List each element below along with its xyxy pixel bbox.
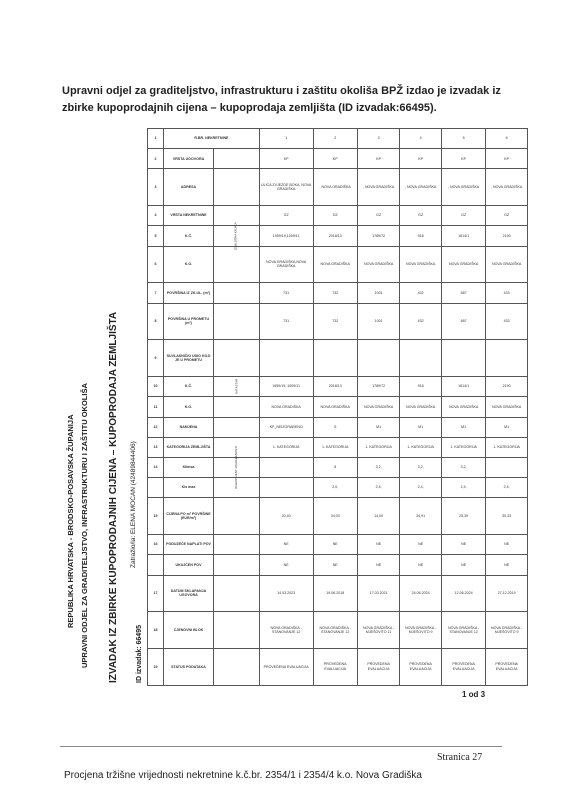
value-cell: 19.06.2018 [313,575,357,612]
issuer-department-label: UPRAVNI ODJEL ZA GRADITELJSTVO, INFRASTRUKTURU I ZAŠTITU OKOLIŠA [80,383,89,668]
row-label-cell: VRSTA UGOVORA [164,149,214,169]
row-number-cell: 15 [148,498,164,535]
value-cell: 432 [400,283,442,303]
row-number-cell: 1 [148,129,164,149]
value-cell: ULICA ZVJEZDE BOKA, NOVA GRADIŠKA [259,169,313,206]
row-group-label: ZEMLJIŠNA KNJIGA [234,221,239,250]
row-group-label: KOEFICIJENT IZGRAĐENOSTI [234,446,239,489]
column-header-cell: 6 [486,129,528,149]
value-cell: 1. KATEGORIJA [486,437,528,457]
value-cell: 24.06.2024 [400,575,442,612]
value-cell: 918 [400,226,442,246]
value-cell: 14.03.2023 [259,575,313,612]
page-of-label: 1 od 3 [462,690,486,699]
row-number-cell: 4 [148,206,164,226]
value-cell: , NOVA GRADIŠKA [400,169,442,206]
row-label-cell: POVRŠINA IZ ZK.UL. (m²) [164,283,214,303]
row-group-cell [214,169,260,206]
value-cell: NE [400,535,442,555]
value-cell: KP [259,149,313,169]
table-row [148,457,528,477]
value-cell [259,478,313,498]
row-group-cell [214,498,260,535]
value-cell: 731 [259,283,313,303]
row-group-cell [214,535,260,555]
value-cell: NE [259,535,313,555]
value-cell: 1789/72 [357,226,399,246]
value-cell [486,457,528,477]
value-cell: NE [313,535,357,555]
value-cell: NOVA GRADIŠKA [357,397,399,417]
value-cell: M1 [400,417,442,437]
value-cell: 30,33 [486,498,528,535]
table-header-row [148,129,528,149]
value-cell: , NOVA GRADIŠKA [441,169,485,206]
value-cell: GZ [486,206,528,226]
row-label-cell: POVRŠINA U PROMETU (m²) [164,303,214,340]
table-row [148,303,528,340]
value-cell [357,340,399,377]
value-cell: NOVA GRADIŠKA [400,246,442,283]
value-cell: NE [441,535,485,555]
row-number-cell: 8 [148,303,164,340]
row-group-cell [214,149,260,169]
value-cell: M1 [486,417,528,437]
value-cell: 2018/13 [313,377,357,397]
row-group-cell [214,303,260,340]
requester-label: Zatražio/la: ELENA MOCAN (42489844406) [130,441,137,568]
table-row [148,169,528,206]
table-row [148,417,528,437]
table-row [148,575,528,612]
value-cell: 2,4, [486,478,528,498]
value-cell: NOVA GRADIŠKA,NOVA GRADIŠKA [259,246,313,283]
row-number-cell: 3 [148,169,164,206]
value-cell: KP [441,149,485,169]
footer-divider [60,746,502,747]
value-cell: PROVEDENA EVALUACIJA [441,649,485,686]
row-label-cell: NAMJENA [164,417,214,437]
value-cell: NOVA GRADIŠKA [400,397,442,417]
value-cell: 2190 [486,377,528,397]
table-row [148,377,528,397]
value-cell: 8 [313,457,357,477]
value-cell: GZ [400,206,442,226]
row-number-cell: 17 [148,575,164,612]
value-cell: PROVEDENA EVALUACIJA [357,649,399,686]
intro-paragraph: Upravni odjel za graditeljstvo, infrastrukturu i zaštitu okoliša BPŽ izdao je izvadak iz zbirke kupoprodajnih cijena – kupoprodaja zemljišta (ID izvadak:66495). [62,85,501,114]
value-cell: NE [357,535,399,555]
value-cell: PROVEDENA EVALUACIJA [486,649,528,686]
extract-id-label: ID izvadak: 66495 [136,625,143,683]
row-number-cell: 12 [148,417,164,437]
value-cell: 432 [400,303,442,340]
value-cell: 2,0, [313,478,357,498]
value-cell: KP [486,149,528,169]
value-cell: 34,91 [400,498,442,535]
row-label-cell: ADRESA [164,169,214,206]
value-cell: PROVEDENA EVALUACIJA [400,649,442,686]
row-number-cell: 14 [148,457,164,477]
value-cell [259,340,313,377]
value-cell: 3,2, [400,457,442,477]
row-number-cell: 9 [148,340,164,377]
value-cell: NOVA GRADIŠKA [313,246,357,283]
table-row [148,498,528,535]
row-number-cell: 18 [148,612,164,649]
issuer-republic-label: REPUBLIKA HRVATSKA - BRODSKO-POSAVSKA ŽUPANIJA [66,414,75,628]
row-number-cell: 11 [148,397,164,417]
value-cell: PROVEDENA EVALUACIJA [313,649,357,686]
value-cell: NE [441,555,485,575]
value-cell: 20,40 [259,498,313,535]
value-cell: 2,4, [357,478,399,498]
table-row [148,149,528,169]
value-cell: NE [400,555,442,575]
row-label-cell: VRSTA NEKRETNINE [164,206,214,226]
value-cell: NOVA GRADIŠKA - MJEŠOVITO 9 [400,612,442,649]
value-cell: 1. KATEGORIJA [441,437,485,457]
value-cell: NOVA GRADIŠKA - STANOVANJE 12 [441,612,485,649]
value-cell: 1. KATEGORIJA [313,437,357,457]
table-row [148,226,528,246]
table-row [148,397,528,417]
value-cell: 731 [259,303,313,340]
table-row [148,340,528,377]
value-cell [259,457,313,477]
value-cell: NE [486,555,528,575]
value-cell: GZ [441,206,485,226]
value-cell: 433 [486,283,528,303]
value-cell: NOVA GRADIŠKA [313,397,357,417]
table-row [148,555,528,575]
row-number-cell: 19 [148,649,164,686]
row-number-cell [148,478,164,498]
value-cell: NE [259,555,313,575]
price-table-wrap [147,128,528,686]
value-cell: 1959/19, 1009/11 [259,377,313,397]
row-label-cell: STATUS PODATAKA [164,649,214,686]
value-cell: 2,4, [400,478,442,498]
row-label-cell: KATEGORIJA ZEMLJIŠTA [164,437,214,457]
value-cell: NOVA GRADIŠKA - MJEŠOVITO 9 [486,612,528,649]
scanned-extract [50,128,523,688]
row-label-cell: K.Č. [164,226,214,246]
table-row [148,206,528,226]
column-header-cell: 3 [357,129,399,149]
value-cell: , NOVA GRADIŠKA [313,169,357,206]
value-cell: 1959/19,1009/11 [259,226,313,246]
row-label-cell: Kis max [164,478,214,498]
value-cell: M1 [441,417,485,437]
value-cell: 34,03 [313,498,357,535]
row-group-cell [214,283,260,303]
value-cell: NOVA GRADIŠKA [441,397,485,417]
table-row [148,612,528,649]
row-label-cell: PODUZEĆE NAPLATI POV [164,535,214,555]
row-group-label: KATASTAR [234,379,239,395]
row-number-cell [148,555,164,575]
row-number-cell: 16 [148,535,164,555]
row-label-cell: SUVLASNIČKI UDIO KOJI JE U PROMETU [164,340,214,377]
value-cell: 1001 [357,283,399,303]
value-cell: 14,00 [357,498,399,535]
value-cell: 2190 [486,226,528,246]
value-cell: NOVA GRADIŠKA - MJEŠOVITO 11 [357,612,399,649]
value-cell: 3,2, [441,457,485,477]
row-group-cell [214,340,260,377]
row-label-cell: CIJENA PO m² POVRŠINE (EUR/m²) [164,498,214,535]
value-cell: 17.03.2021 [357,575,399,612]
row-label-cell: CJENOVNI BLOK [164,612,214,649]
value-cell: NOVA GRADIŠKA - STANOVANJE 12 [313,612,357,649]
side-labels [50,128,150,688]
value-cell: 27.12.2019 [486,575,528,612]
value-cell: 1. KATEGORIJA [357,437,399,457]
table-row [148,437,528,457]
value-cell: NE [313,555,357,575]
row-group-cell [214,221,260,250]
value-cell: 1001 [357,303,399,340]
table-row [148,283,528,303]
value-cell: KP [313,149,357,169]
row-group-cell [214,575,260,612]
value-cell: 918 [400,377,442,397]
value-cell: GZ [313,206,357,226]
row-group-cell [214,417,260,437]
value-cell: 687 [441,283,485,303]
table-row [148,535,528,555]
row-group-cell [214,555,260,575]
value-cell: 1. KATEGORIJA [259,437,313,457]
value-cell: 12.06.2024 [441,575,485,612]
row-label-cell: K.O. [164,246,214,283]
value-cell: , NOVA GRADIŠKA [357,169,399,206]
footer-page-number: Stranica 27 [437,752,483,763]
value-cell: NOVA GRADIŠKA [357,246,399,283]
value-cell: GZ [357,206,399,226]
value-cell: NE [357,555,399,575]
row-number-cell: 10 [148,377,164,397]
table-row [148,649,528,686]
value-cell: PROVEDENA EVALUACIJA [259,649,313,686]
row-number-cell: 13 [148,437,164,457]
row-number-cell: 5 [148,226,164,246]
value-cell: 25,39 [441,498,485,535]
row-group-cell [214,246,260,283]
row-group-cell [214,649,260,686]
value-cell: KP_NEIZGRAĐENO [259,417,313,437]
value-cell: 687 [441,303,485,340]
value-cell: M1 [357,417,399,437]
table-row [148,478,528,498]
purchase-price-table [147,128,528,686]
value-cell [486,340,528,377]
value-cell: NOVA GRADIŠKA [486,246,528,283]
row-label-cell: DATUM SKLAPANJA UGOVORA [164,575,214,612]
value-cell [313,340,357,377]
value-cell: KP [400,149,442,169]
value-cell: GZ [259,206,313,226]
footer-title: Procjena tržišne vrijednosti nekretnine k.č.br. 2354/1 i 2354/4 k.o. Nova Gradiška [64,770,422,781]
row-group-cell [214,397,260,417]
value-cell: 732 [313,283,357,303]
value-cell: 2,4, [441,478,485,498]
row-group-cell [214,612,260,649]
value-cell: NOVA GRADIŠKA [259,397,313,417]
value-cell [441,340,485,377]
value-cell: NOVA GRADIŠKA - STANOVANJE 12 [259,612,313,649]
row-label-cell: K.O. [164,397,214,417]
value-cell [400,340,442,377]
row-label-cell: UKUJČEN POV [164,555,214,575]
row-label-cell: Klimsa [164,457,214,477]
row-label-cell: R.BR. NEKRETNINE [164,129,260,149]
row-group-cell [214,446,260,489]
value-cell: 1789/72 [357,377,399,397]
column-header-cell: 4 [400,129,442,149]
value-cell: KP [357,149,399,169]
row-number-cell: 2 [148,149,164,169]
value-cell: 3,2, [357,457,399,477]
row-number-cell: 7 [148,283,164,303]
column-header-cell: 1 [259,129,313,149]
value-cell: 732 [313,303,357,340]
value-cell: 433 [486,303,528,340]
value-cell: , NOVA GRADIŠKA [486,169,528,206]
value-cell: 2018/13 [313,226,357,246]
column-header-cell: 2 [313,129,357,149]
value-cell: 1814/1 [441,377,485,397]
value-cell: S [313,417,357,437]
table-row [148,246,528,283]
value-cell: 1. KATEGORIJA [400,437,442,457]
row-label-cell: K.Č. [164,377,214,397]
row-number-cell: 6 [148,246,164,283]
extract-title: IZVADAK IZ ZBIRKE KUPOPRODAJNIH CIJENA – KUPOPRODAJA ZEMLJIŠTA [108,311,119,683]
value-cell: NOVA GRADIŠKA [441,246,485,283]
value-cell: NOVA GRADIŠKA [486,397,528,417]
value-cell: 1814/1 [441,226,485,246]
column-header-cell: 5 [441,129,485,149]
row-group-cell [214,377,260,397]
value-cell: NE [486,535,528,555]
